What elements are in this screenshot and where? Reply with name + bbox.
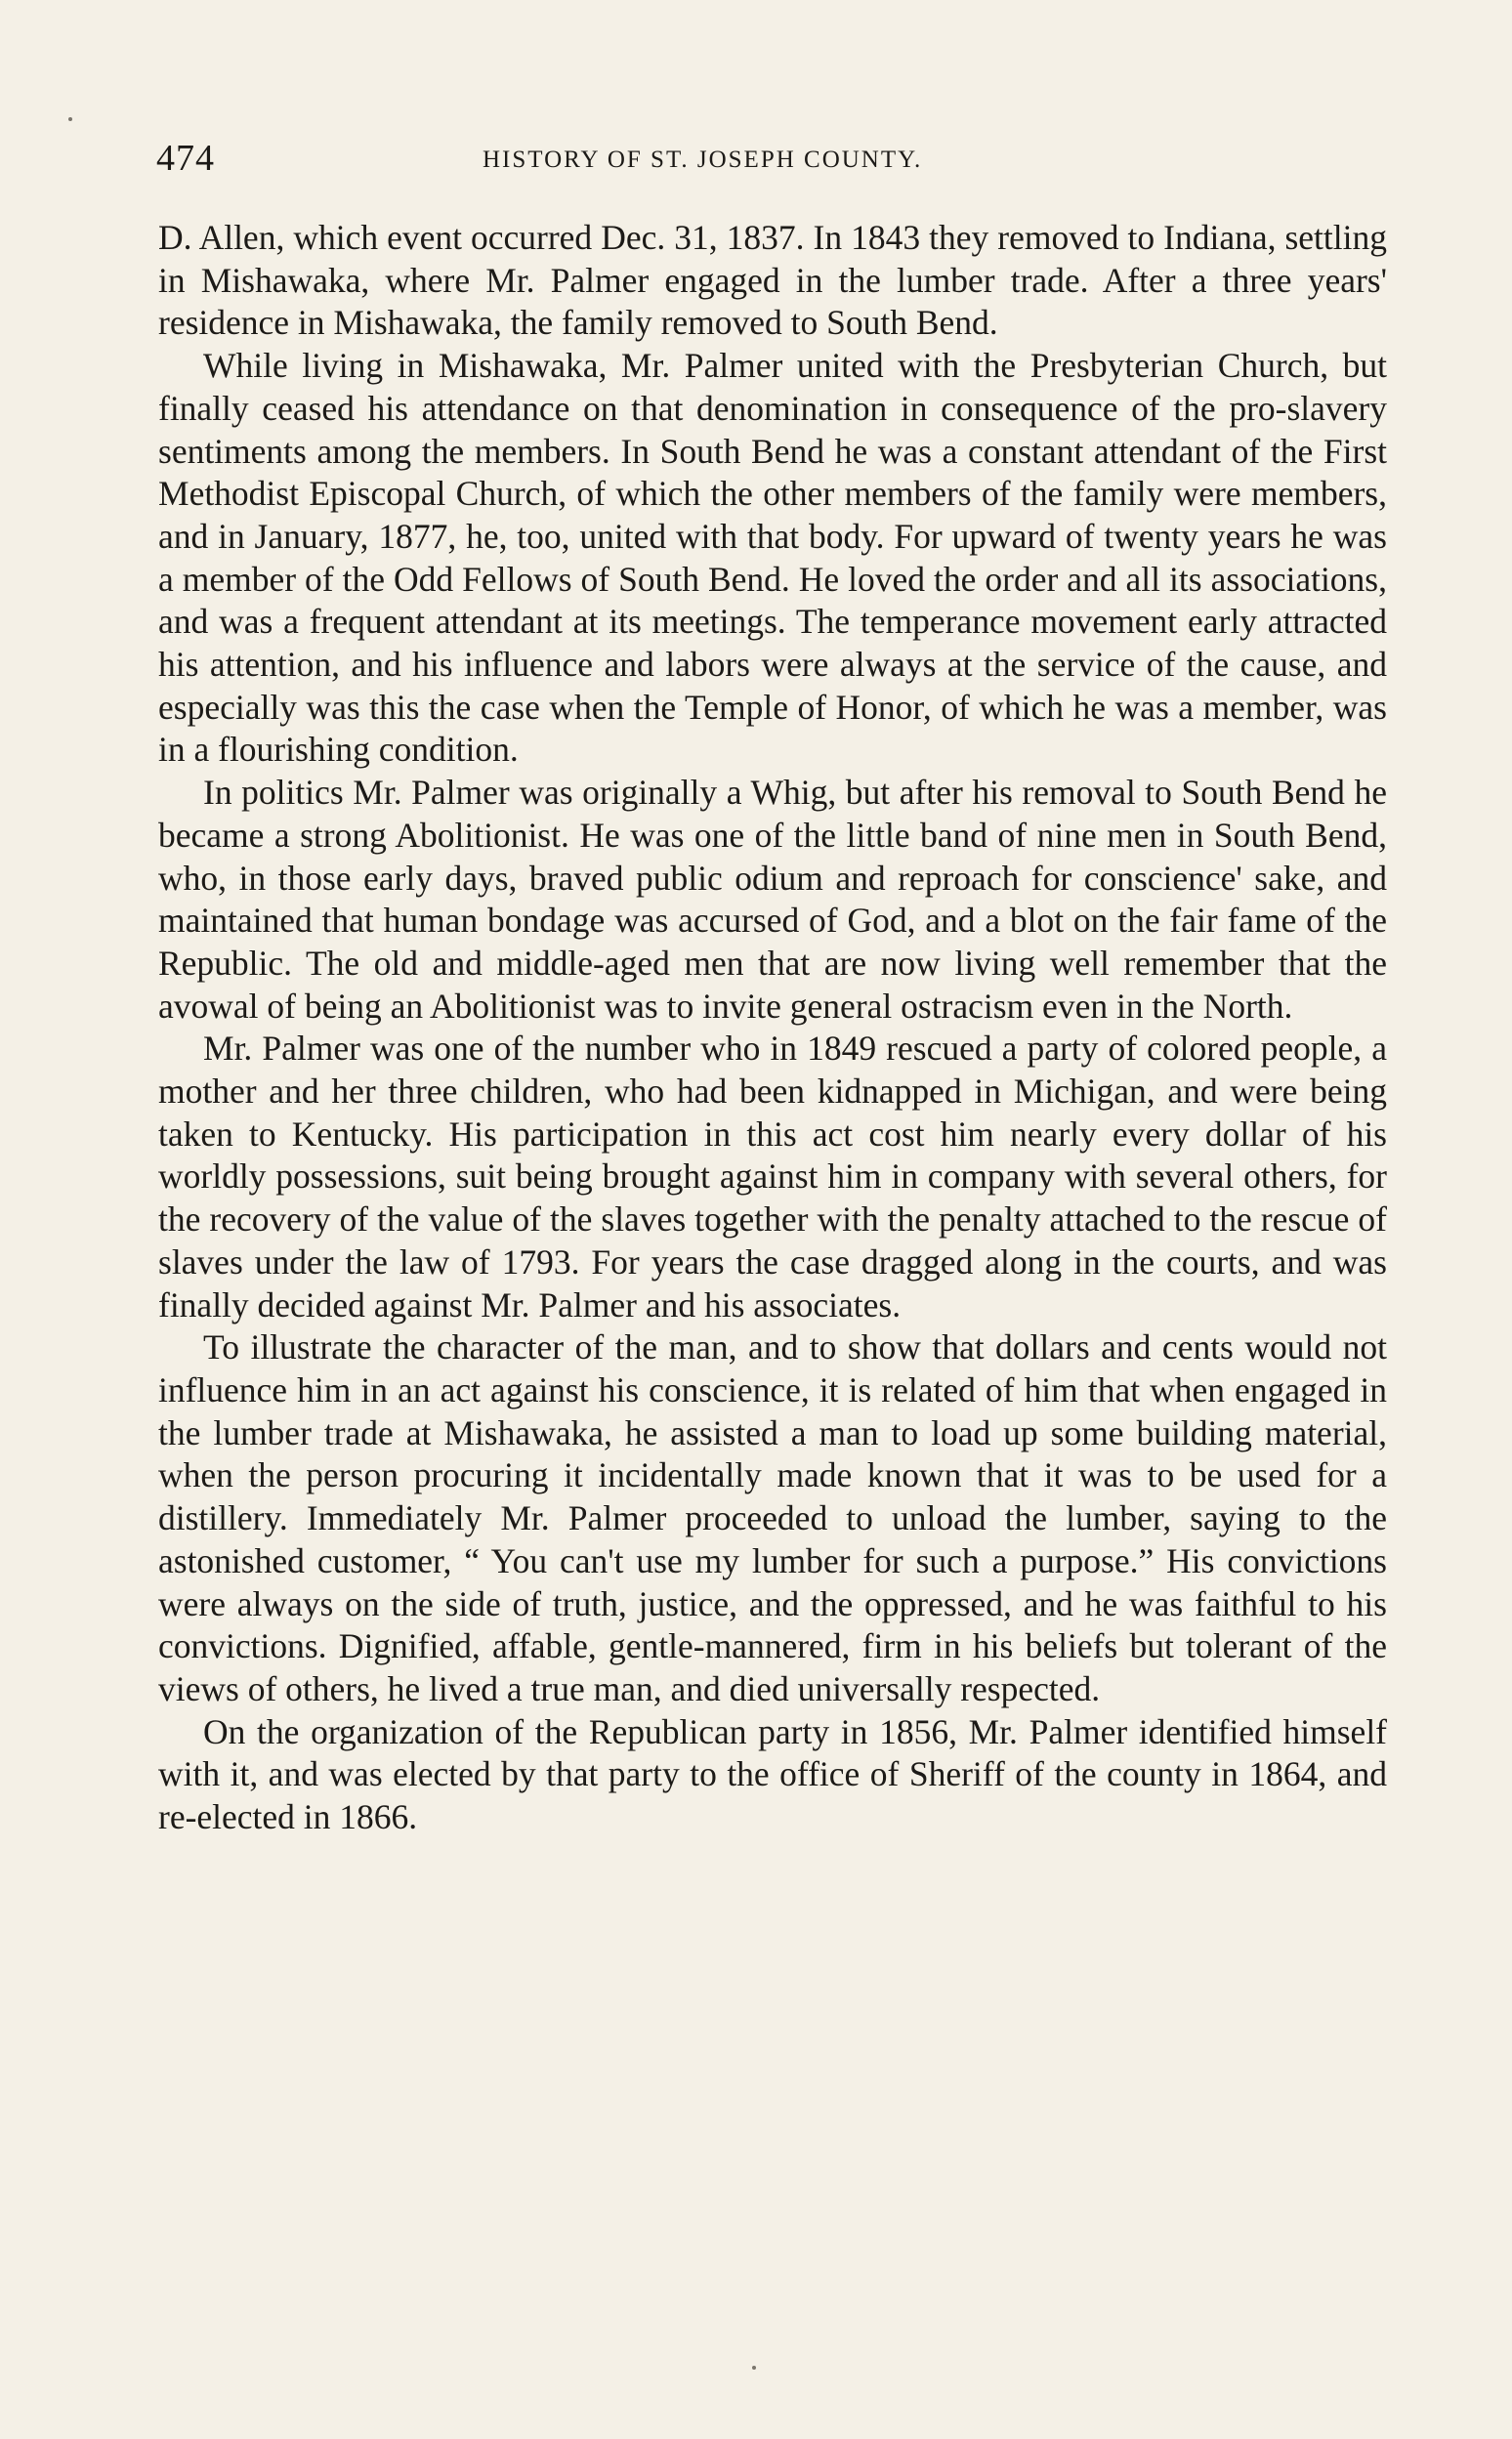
paragraph: To illustrate the character of the man, and to show that dollars and cents would not influence him in an act against his conscience, it is related of him that when engaged in the lumber trade at Mishawaka, he assisted a man to load up some building material, when the person procuring it incidentally made known that it was to be used for a distillery. Immediately Mr. Palmer proceeded to unload the lumber, saying to the astonished customer, “ You can't use my lumber for such a purpose.” His convictions were always on the side of truth, justice, and the oppressed, and he was faithful to his convictions. Dignified, affable, gentle-mannered, firm in his beliefs but tolerant of the views of others, he lived a true man, and died universally respected. xyxy=(158,1327,1387,1708)
body-text xyxy=(158,217,1387,1839)
paragraph: While living in Mishawaka, Mr. Palmer united with the Presbyterian Church, but finally ceased his attendance on that denomination in consequence of the pro-slavery sentiments among the members. In South Bend he was a constant attendant of the First Methodist Episcopal Church, of which the other members of the family were members, and in January, 1877, he, too, united with that body. For upward of twenty years he was a member of the Odd Fellows of South Bend. He loved the order and all its associations, and was a frequent attendant at its meetings. The temperance movement early attracted his attention, and his influence and labors were always at the service of the cause, and especially was this the case when the Temple of Honor, of which he was a member, was in a flourishing condition. xyxy=(158,346,1387,770)
paragraph: On the organization of the Republican party in 1856, Mr. Palmer identified himself with it, and was elected by that party to the office of Sheriff of the county in 1864, and re-elected in 1866. xyxy=(158,1711,1387,1837)
page-number: 474 xyxy=(156,138,215,179)
paragraph: In politics Mr. Palmer was originally a Whig, but after his removal to South Bend he became a strong Abolitionist. He was one of the little band of nine men in South Bend, who, in those early days, braved public odium and reproach for conscience' sake, and maintained that human bondage was accursed of God, and a blot on the fair fame of the Republic. The old and middle-aged men that are now living well remember that the avowal of being an Abolitionist was to invite general ostracism even in the North. xyxy=(158,773,1387,1026)
running-head: HISTORY OF ST. JOSEPH COUNTY. xyxy=(483,147,923,173)
paper-speck xyxy=(752,2366,756,2370)
paragraph: Mr. Palmer was one of the number who in 1849 rescued a party of colored people, a mother and her three children, who had been kidnapped in Michigan, and were being taken to Kentucky. His participation in this act cost him nearly every dollar of his worldly possessions, suit being brought against him in company with several others, for the recovery of the value of the slaves together with the penalty attached to the rescue of slaves under the law of 1793. For years the case dragged along in the courts, and was finally decided against Mr. Palmer and his associates. xyxy=(158,1029,1387,1325)
page-header xyxy=(156,137,1397,186)
paragraph: D. Allen, which event occurred Dec. 31, 1837. In 1843 they removed to Indiana, settling in Mishawaka, where Mr. Palmer engaged in the lumber trade. After a three years' residence in Mishawaka, the family removed to South Bend. xyxy=(158,218,1387,343)
paper-speck xyxy=(68,117,72,121)
